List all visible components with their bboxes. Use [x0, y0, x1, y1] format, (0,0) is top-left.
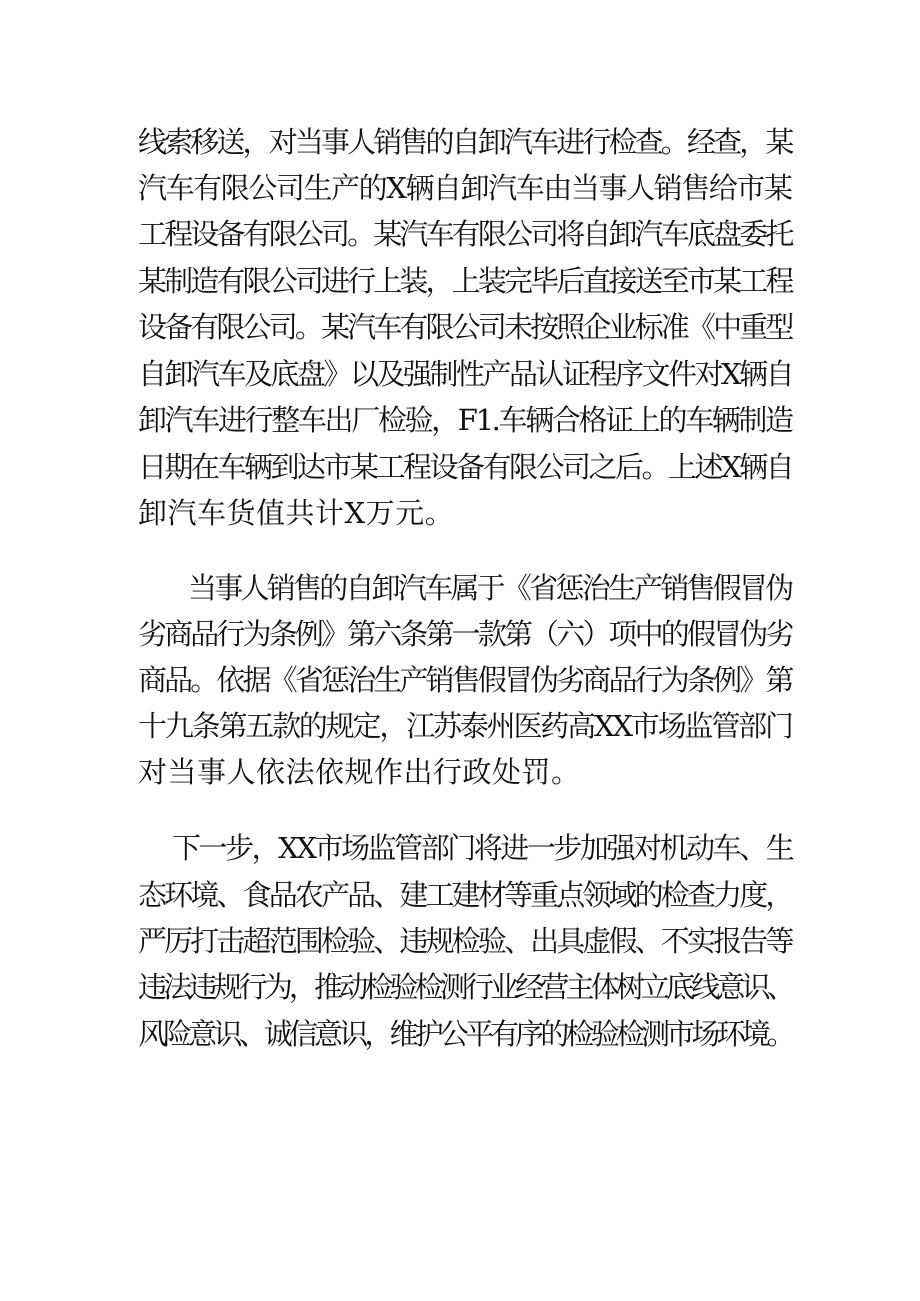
paragraph-line: 卸汽车货值共计X万元。 [138, 496, 455, 530]
paragraph-line: 对当事人依法依规作出行政处罚。 [138, 755, 581, 789]
paragraph-line: 风险意识、诚信意识，维护公平有序的检验检测市场环境。 [138, 1017, 792, 1051]
paragraph-line: 态环境、食品农产品、建工建材等重点领域的检查力度， [138, 878, 792, 912]
paragraph-line: 商品。依据《省惩治生产销售假冒伪劣商品行为条例》第 [138, 663, 792, 697]
paragraph-line: 自卸汽车及底盘》以及强制性产品认证程序文件对X辆自 [138, 357, 793, 391]
paragraph-line: 设备有限公司。某汽车有限公司未按照企业标准《中重型 [138, 310, 792, 344]
paragraph-line: 十九条第五款的规定，江苏泰州医药高XX市场监管部门 [138, 709, 792, 743]
paragraph-line: 卸汽车进行整车出厂检验，F1.车辆合格证上的车辆制造 [138, 403, 792, 437]
paragraph-line: 线索移送，对当事人销售的自卸汽车进行检查。经查，某 [138, 125, 792, 159]
paragraph-line: 工程设备有限公司。某汽车有限公司将自卸汽车底盘委托 [138, 217, 792, 251]
paragraph-line: 汽车有限公司生产的X辆自卸汽车由当事人销售给市某 [138, 171, 792, 205]
paragraph-line: 下一步，XX市场监管部门将进一步加强对机动车、生 [172, 831, 793, 865]
paragraph-line: 当事人销售的自卸汽车属于《省惩治生产销售假冒伪 [188, 571, 792, 605]
paragraph-line: 严厉打击超范围检验、违规检验、出具虚假、不实报告等 [138, 924, 792, 958]
paragraph-line: 违法违规行为，推动检验检测行业经营主体树立底线意识、 [138, 970, 792, 1004]
paragraph-line: 日期在车辆到达市某工程设备有限公司之后。上述X辆自 [138, 450, 793, 484]
paragraph-line: 某制造有限公司进行上装，上装完毕后直接送至市某工程 [138, 264, 792, 298]
paragraph-line: 劣商品行为条例》第六条第一款第（六）项中的假冒伪劣 [138, 617, 792, 651]
